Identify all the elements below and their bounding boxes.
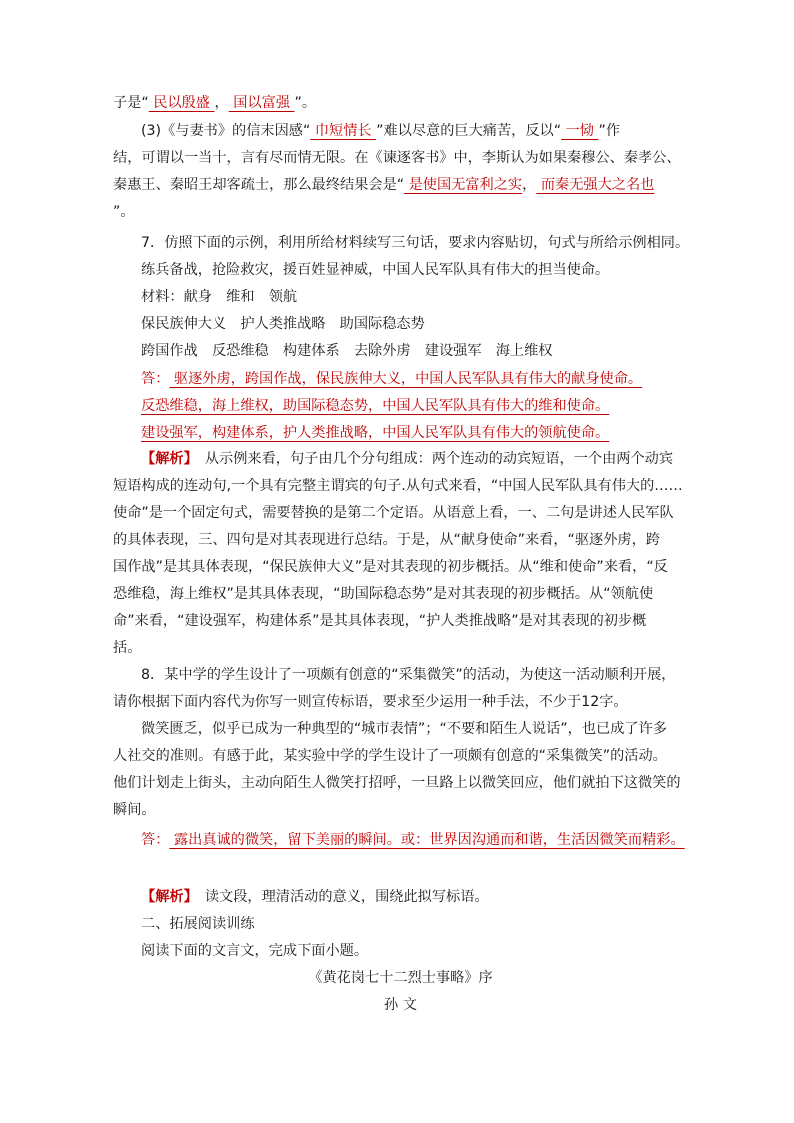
fill-blank: 是使国无富利之实 <box>404 177 523 193</box>
question-7-analysis-line8: 括。 <box>113 640 142 656</box>
passage-author: 孙 文 <box>384 997 417 1013</box>
fill-blank: 而秦无强大之名也 <box>536 177 655 193</box>
question-7-material-row1: 保民族伸大义 护人类推战略 助国际稳态势 <box>141 316 425 332</box>
question-8-passage-line1: 微笑匮乏，似乎已成为一种典型的“城市表情”；“不要和陌生人说话”，也已成了许多 <box>141 721 667 737</box>
question-7-material: 材料：献身 维和 领航 <box>141 289 298 305</box>
analysis-tag: 【解析】 <box>141 451 191 467</box>
question-7-analysis-line2: 短语构成的连动句,一个具有完整主谓宾的句子.从句式来看，“中国人民军队具有伟大的…… <box>113 478 683 494</box>
question-8-passage-line2: 人社交的准则。有感于此，某实验中学的学生设计了一项颇有创意的“采集微笑”的活动。 <box>113 748 667 764</box>
answer-label: 答： <box>141 832 170 848</box>
section-heading: 二、拓展阅读训练 <box>141 916 255 932</box>
question-3-line2: 结，可谓以一当十，言有尽而情无限。在《谏逐客书》中，李斯认为如果秦穆公、秦孝公、 <box>113 150 681 166</box>
question-7-stem: 7．仿照下面的示例，利用所给材料续写三句话，要求内容贴切，句式与所给示例相同。 <box>141 235 690 251</box>
question-8-analysis: 【解析】 读文段，理清活动的意义，围绕此拟写标语。 <box>141 889 489 905</box>
question-3-line1: (3)《与妻书》的信末因感“ 巾短情长 ”难以尽意的巨大痛苦，反以“ 一恸 ”作 <box>141 123 621 139</box>
fill-blank: 巾短情长 <box>310 123 377 139</box>
fill-blank: 民以殷盛 <box>148 95 215 111</box>
question-7-material-row2: 跨国作战 反恐维稳 构建体系 去除外虏 建设强军 海上维权 <box>141 343 553 359</box>
question-7-analysis-line6: 恐维稳，海上维权”是其具体表现，“助国际稳态势”是对其表现的初步概括。从“领航使 <box>113 586 654 602</box>
question-7-answer-3: 建设强军，构建体系，护人类推战略，中国人民军队具有伟大的领航使命。 <box>141 425 610 441</box>
section-instruction: 阅读下面的文言文，完成下面小题。 <box>141 943 369 959</box>
question-8-stem-line1: 8．某中学的学生设计了一项颇有创意的“采集微笑”的活动，为使这一活动顺利开展， <box>141 667 676 683</box>
passage-title: 《黄花岗七十二烈士事略》序 <box>308 970 493 986</box>
question-3-line3: 秦惠王、秦昭王却客疏士，那么最终结果会是“ 是使国无富利之实， 而秦无强大之名也 <box>113 177 655 193</box>
question-7-answer-1: 答： 驱逐外虏，跨国作战，保民族伸大义，中国人民军队具有伟大的献身使命。 <box>141 371 643 387</box>
question-7-analysis-line3: 使命”是一个固定句式，需要替换的是第二个定语。从语意上看，一、二句是讲述人民军队 <box>113 505 674 521</box>
question-8-passage-line4: 瞬间。 <box>113 802 156 818</box>
answer-label: 答： <box>141 371 170 387</box>
fill-blank: 国以富强 <box>228 95 295 111</box>
question-7-answer-2: 反恐维稳，海上维权，助国际稳态势，中国人民军队具有伟大的维和使命。 <box>141 398 610 414</box>
question-7-analysis-line5: 国作战”是其具体表现，“保民族伸大义”是对其表现的初步概括。从“维和使命”来看，“反 <box>113 559 668 575</box>
question-8-passage-line3: 他们计划走上街头，主动向陌生人微笑打招呼，一旦路上以微笑回应，他们就拍下这微笑的 <box>113 775 681 791</box>
question-7-analysis-line4: 的具体表现，三、四句是对其表现进行总结。于是，从“献身使命”来看，“驱逐外虏，跨 <box>113 532 660 548</box>
analysis-tag: 【解析】 <box>141 889 191 905</box>
question-7-analysis-line1: 【解析】 从示例来看，句子由几个分句组成：两个连动的动宾短语，一个由两个动宾 <box>141 451 674 467</box>
question-8-stem-line2: 请你根据下面内容代为你写一则宣传标语，要求至少运用一种手法，不少于12字。 <box>113 694 628 710</box>
question-8-answer: 答： 露出真诚的微笑，留下美丽的瞬间。或：世界因沟通而和谐，生活因微笑而精彩。 <box>141 832 685 848</box>
question-7-analysis-line7: 命”来看，“建设强军，构建体系”是其具体表现，“护人类推战略”是对其表现的初步概 <box>113 613 647 629</box>
answer-line-p1: 子是“ 民以殷盛 ， 国以富强 ”。 <box>113 95 317 111</box>
question-7-example: 练兵备战，抢险救灾，援百姓显神威，中国人民军队具有伟大的担当使命。 <box>141 262 610 278</box>
question-3-line4: ”。 <box>113 204 135 220</box>
fill-blank: 一恸 <box>561 123 599 139</box>
